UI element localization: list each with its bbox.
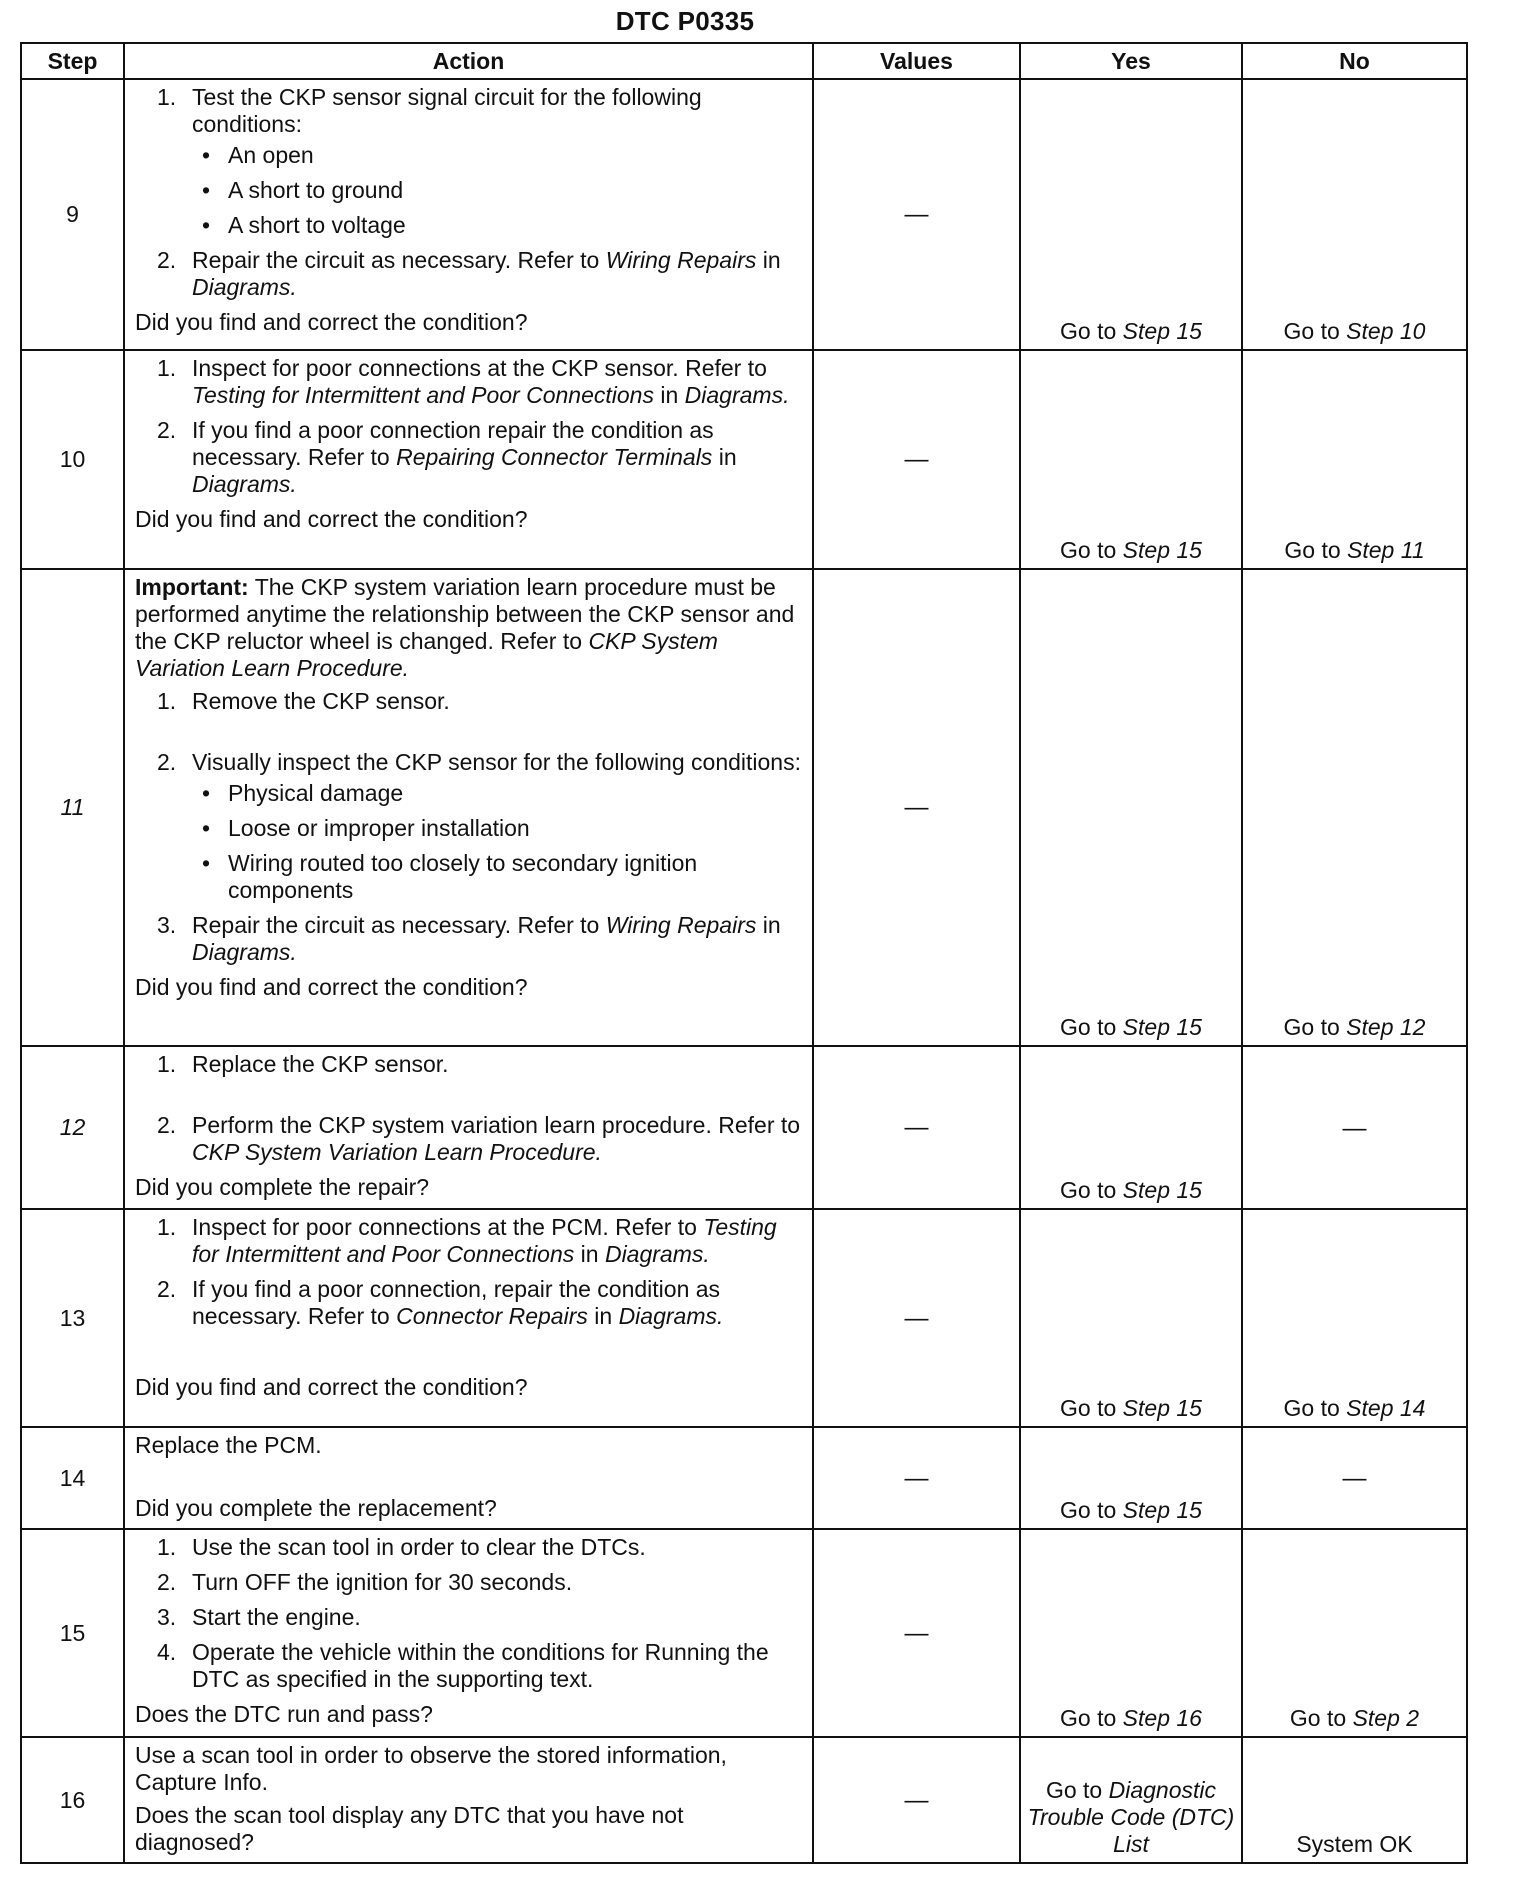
action-step — [135, 355, 804, 409]
no-cell — [1242, 1427, 1467, 1529]
reference-link-text: Diagrams. — [192, 939, 297, 965]
step-text: in — [712, 444, 737, 470]
reference-link-text: Testing for Intermittent and Poor Connections — [192, 1214, 777, 1267]
values-cell — [813, 1209, 1020, 1427]
action-step — [135, 1112, 804, 1166]
dash: — — [904, 1464, 929, 1492]
step-number: 12 — [21, 1046, 124, 1209]
bullet-icon: • — [202, 177, 211, 203]
goto-text: Go to — [1283, 318, 1347, 344]
table-header-row — [21, 43, 1467, 79]
step-text: Use the scan tool in order to clear the DTCs. — [192, 1534, 646, 1560]
dash: — — [904, 1114, 929, 1141]
no-cell — [1242, 1046, 1467, 1209]
step-text: If you find a poor connection, repair the condition as necessary. Refer to — [192, 1276, 721, 1329]
step-text: Perform the CKP system variation learn procedure. Refer to — [192, 1112, 801, 1138]
no-cell — [1242, 79, 1467, 350]
diagnostic-table — [20, 42, 1468, 1864]
question-text: Did you find and correct the condition? — [135, 309, 528, 335]
step-number: 16 — [21, 1737, 124, 1863]
values-cell — [813, 79, 1020, 350]
reference-link-text: Diagrams. — [618, 1303, 724, 1329]
bullet-icon: • — [202, 815, 211, 841]
bullet-item — [192, 850, 804, 904]
yes-cell — [1020, 1209, 1242, 1427]
bullet-item — [192, 815, 804, 842]
goto-step: Step 10 — [1346, 318, 1426, 344]
action-cell — [124, 79, 813, 350]
goto-text: Go to — [1289, 1705, 1353, 1731]
step-text: Test the CKP sensor signal circuit for the following conditions: — [192, 84, 702, 137]
values-cell — [813, 569, 1020, 1046]
reference-link-text: Diagrams. — [684, 382, 790, 408]
bullet-item — [192, 780, 804, 807]
yes-cell — [1020, 1046, 1242, 1209]
table-row — [21, 569, 1467, 1046]
action-step — [135, 417, 804, 498]
yes-cell — [1020, 569, 1242, 1046]
step-text: Inspect for poor connections at the CKP sensor. Refer to — [192, 355, 767, 381]
goto-step: Step 15 — [1122, 1014, 1202, 1040]
reference-link-text: Wiring Repairs — [605, 247, 757, 273]
question-text: Does the DTC run and pass? — [135, 1701, 433, 1727]
goto-step: Step 15 — [1122, 1177, 1202, 1203]
step-index: 1. — [157, 1051, 177, 1077]
step-index: 1. — [157, 1534, 177, 1560]
bullet-text: An open — [228, 142, 314, 168]
bullet-icon: • — [202, 850, 211, 876]
goto-text: Go to — [1283, 1395, 1347, 1421]
step-text: Operate the vehicle within the conditions for Running the DTC as specified in the supporting text. — [192, 1639, 769, 1692]
table-row — [21, 1046, 1467, 1209]
table-row — [21, 350, 1467, 569]
action-step — [135, 1639, 804, 1693]
goto-text: Go to — [1060, 537, 1123, 563]
action-cell — [124, 1209, 813, 1427]
reference-link-text: Wiring Repairs — [605, 912, 757, 938]
reference-link-text: Repairing Connector Terminals — [396, 444, 713, 470]
step-number: 15 — [21, 1529, 124, 1737]
question-text: Did you complete the repair? — [135, 1174, 430, 1200]
question-text: Did you complete the replacement? — [135, 1495, 497, 1521]
table-row — [21, 1529, 1467, 1737]
dash: — — [904, 201, 929, 228]
dash: — — [904, 446, 929, 473]
step-text: in — [756, 912, 781, 938]
step-index: 2. — [157, 247, 177, 273]
reference-link-text: Connector Repairs — [396, 1303, 588, 1329]
no-cell — [1242, 350, 1467, 569]
dash: — — [904, 1304, 929, 1332]
dash: — — [1342, 1114, 1367, 1142]
goto-step: Step 15 — [1122, 1497, 1202, 1523]
table-row — [21, 1427, 1467, 1529]
step-text: Visually inspect the CKP sensor for the following conditions: — [192, 749, 801, 775]
action-cell — [124, 350, 813, 569]
action-step — [135, 1604, 804, 1631]
no-cell — [1242, 1209, 1467, 1427]
step-index: 1. — [157, 1214, 177, 1240]
step-text: If you find a poor connection repair the condition as necessary. Refer to — [192, 417, 714, 470]
action-step — [135, 1534, 804, 1561]
values-cell — [813, 1046, 1020, 1209]
yes-cell — [1020, 79, 1242, 350]
step-text: in — [653, 382, 685, 408]
action-step — [135, 749, 804, 904]
bullet-item — [192, 177, 804, 204]
bullet-icon: • — [202, 212, 211, 238]
step-number: 14 — [21, 1427, 124, 1529]
goto-text: Go to — [1283, 1014, 1347, 1040]
yes-cell — [1020, 350, 1242, 569]
goto-step: Step 16 — [1122, 1705, 1202, 1731]
action-step — [135, 1569, 804, 1596]
step-text: in — [756, 247, 781, 273]
dash: — — [904, 794, 929, 821]
bullet-icon: • — [202, 780, 211, 806]
goto-text: Go to — [1060, 1497, 1123, 1523]
goto-step: Step 14 — [1346, 1395, 1426, 1421]
step-text: Inspect for poor connections at the PCM. Refer to — [192, 1214, 704, 1240]
action-step — [135, 84, 804, 239]
yes-cell — [1020, 1529, 1242, 1737]
goto-text: Go to — [1060, 318, 1123, 344]
step-text: Replace the CKP sensor. — [192, 1051, 449, 1077]
action-step — [135, 912, 804, 966]
goto-step: Step 12 — [1346, 1014, 1426, 1040]
reference-link-text: Diagrams. — [604, 1241, 710, 1267]
action-cell — [124, 569, 813, 1046]
goto-text: Go to — [1284, 537, 1348, 563]
important-note — [135, 574, 804, 682]
reference-link-text: Diagrams. — [192, 471, 297, 497]
goto-text: Go to — [1045, 1777, 1109, 1803]
step-index: 2. — [157, 417, 177, 443]
dash: — — [904, 1786, 929, 1814]
dash: — — [1342, 1465, 1367, 1492]
goto-step: Step 2 — [1352, 1705, 1420, 1731]
action-step — [135, 1214, 804, 1268]
step-text: Remove the CKP sensor. — [192, 688, 450, 714]
goto-step: Step 15 — [1122, 318, 1202, 344]
step-number: 11 — [21, 569, 124, 1046]
goto-step: Diagnostic Trouble Code (DTC) List — [1027, 1777, 1235, 1857]
yes-cell — [1020, 1427, 1242, 1529]
question-text: Did you find and correct the condition? — [135, 506, 528, 532]
step-text: Repair the circuit as necessary. Refer to — [192, 912, 606, 938]
action-step — [135, 1276, 804, 1330]
bullet-text: Physical damage — [228, 780, 404, 806]
important-label: Important: — [135, 574, 249, 600]
important-text: The CKP system variation learn procedure must be performed anytime the relationship between the CKP sensor and the CKP reluctor wheel is changed. Refer to — [135, 574, 795, 654]
step-number: 9 — [21, 79, 124, 350]
bullet-icon: • — [202, 142, 211, 168]
header-no: No — [1242, 43, 1467, 79]
action-cell — [124, 1427, 813, 1529]
values-cell — [813, 1427, 1020, 1529]
no-cell — [1242, 1737, 1467, 1863]
action-step — [135, 1051, 804, 1104]
goto-step: Step 15 — [1122, 1395, 1202, 1421]
action-text: Replace the PCM. — [135, 1432, 322, 1458]
step-text: in — [574, 1241, 605, 1267]
step-text: Start the engine. — [192, 1604, 361, 1630]
goto-text: Go to — [1060, 1705, 1123, 1731]
action-cell — [124, 1046, 813, 1209]
goto-text: Go to — [1060, 1395, 1123, 1421]
table-row — [21, 1209, 1467, 1427]
step-text: Turn OFF the ignition for 30 seconds. — [192, 1569, 573, 1595]
step-text: Repair the circuit as necessary. Refer to — [192, 247, 606, 273]
header-step: Step — [21, 43, 124, 79]
action-step — [135, 688, 804, 741]
action-cell — [124, 1737, 813, 1863]
header-action: Action — [124, 43, 813, 79]
step-index: 1. — [157, 688, 177, 714]
result-text: System OK — [1296, 1831, 1413, 1857]
page-title: DTC P0335 — [615, 6, 755, 36]
header-values: Values — [813, 43, 1020, 79]
reference-link-text: Testing for Intermittent and Poor Connections — [192, 382, 654, 408]
header-yes: Yes — [1020, 43, 1242, 79]
reference-link-text: CKP System Variation Learn Procedure. — [192, 1139, 602, 1165]
question-text: Did you find and correct the condition? — [135, 974, 528, 1000]
bullet-text: A short to voltage — [228, 212, 406, 238]
bullet-item — [192, 142, 804, 169]
step-text: in — [587, 1303, 619, 1329]
step-number: 10 — [21, 350, 124, 569]
goto-step: Step 15 — [1122, 537, 1202, 563]
bullet-text: A short to ground — [228, 177, 404, 203]
step-index: 3. — [157, 912, 177, 938]
table-row — [21, 1737, 1467, 1863]
yes-cell — [1020, 1737, 1242, 1863]
question-text: Does the scan tool display any DTC that you have not diagnosed? — [135, 1802, 684, 1855]
table-row — [21, 79, 1467, 350]
step-number: 13 — [21, 1209, 124, 1427]
step-index: 2. — [157, 749, 177, 775]
action-text: Use a scan tool in order to observe the stored information, Capture Info. — [135, 1742, 727, 1795]
step-index: 1. — [157, 355, 177, 381]
bullet-text: Loose or improper installation — [228, 815, 530, 841]
step-index: 2. — [157, 1112, 177, 1138]
reference-link-text: Diagrams. — [192, 274, 297, 300]
values-cell — [813, 350, 1020, 569]
values-cell — [813, 1529, 1020, 1737]
dash: — — [904, 1619, 929, 1647]
values-cell — [813, 1737, 1020, 1863]
goto-step: Step 11 — [1347, 537, 1425, 563]
bullet-text: Wiring routed too closely to secondary ignition components — [228, 850, 698, 903]
step-index: 1. — [157, 84, 177, 110]
no-cell — [1242, 569, 1467, 1046]
reference-link-text: CKP System Variation Learn Procedure. — [135, 628, 718, 681]
step-index: 3. — [157, 1604, 177, 1630]
action-step — [135, 247, 804, 301]
step-index: 2. — [157, 1276, 177, 1302]
question-text: Did you find and correct the condition? — [135, 1374, 528, 1400]
step-index: 2. — [157, 1569, 177, 1595]
action-cell — [124, 1529, 813, 1737]
goto-text: Go to — [1060, 1014, 1123, 1040]
no-cell — [1242, 1529, 1467, 1737]
step-index: 4. — [157, 1639, 177, 1665]
goto-text: Go to — [1060, 1177, 1123, 1203]
bullet-item — [192, 212, 804, 239]
